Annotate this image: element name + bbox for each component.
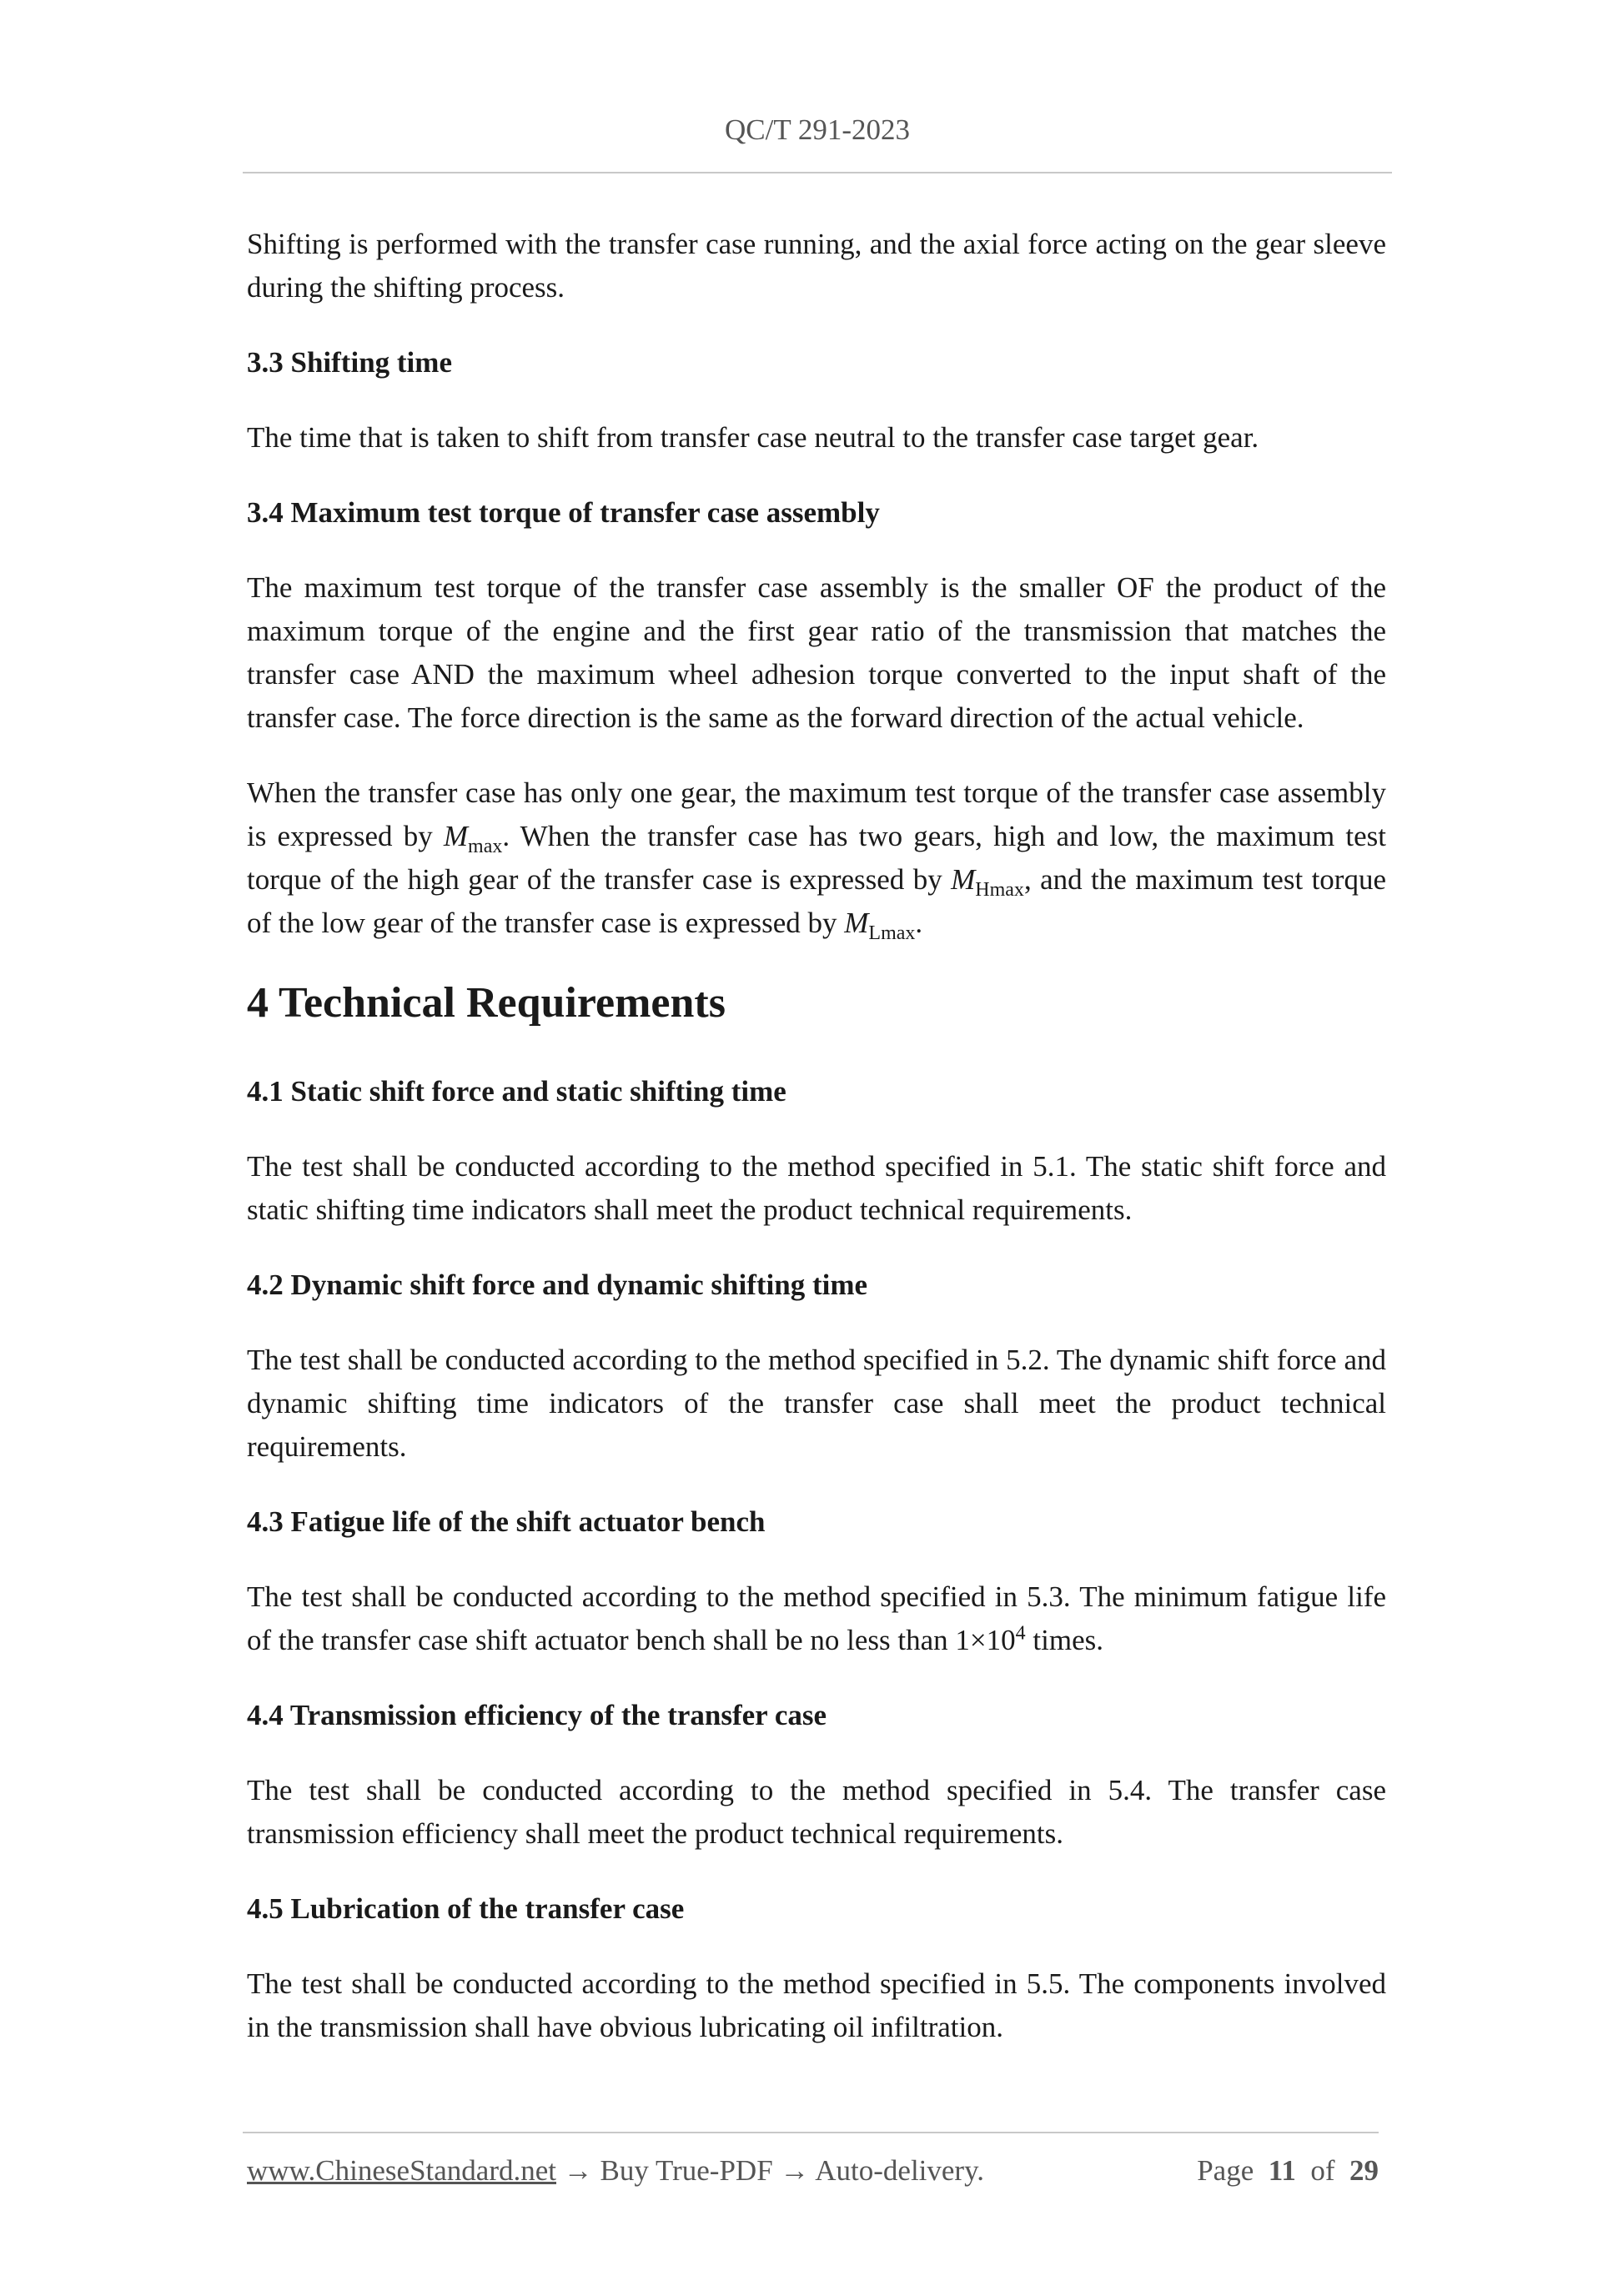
total-pages: 29 — [1349, 2154, 1379, 2187]
chinesestandard-link[interactable]: www.ChineseStandard.net — [247, 2154, 556, 2187]
arrow-right-icon: → — [772, 2154, 816, 2187]
paragraph-3-4-b: When the transfer case has only one gear, the maximum test torque of the transfer case assembly is expressed by $M_{max}$. When the transfer case has two gears, high and low, the maximum test torque of the high gear of the transfer case is expressed by $M_{Hmax}$, and the maximum test torque of the low gear of the transfer case is expressed by $M_{Lmax}$. — [247, 776, 1387, 944]
heading-4-4: 4.4 Transmission efficiency of the transfer case — [247, 1699, 827, 1731]
paragraph-4-1: The test shall be conducted according to the method specified in 5.1. The static shift force and static shifting time indicators shall meet the product technical requirements. — [247, 1150, 1386, 1226]
buy-true-pdf-text: Buy True-PDF — [600, 2154, 773, 2187]
page-header: QC/T 291-2023 — [725, 113, 910, 146]
heading-4-2: 4.2 Dynamic shift force and dynamic shifting time — [247, 1269, 868, 1301]
symbol-m-lmax: M — [844, 907, 869, 939]
symbol-m-max: M — [443, 820, 469, 852]
footer-divider — [243, 2132, 1379, 2133]
heading-4-1: 4.1 Static shift force and static shifting time — [247, 1075, 786, 1108]
heading-3-3: 3.3 Shifting time — [247, 346, 452, 379]
heading-4-5: 4.5 Lubrication of the transfer case — [247, 1892, 685, 1925]
page-footer — [247, 2154, 1379, 2188]
heading-4-3: 4.3 Fatigue life of the shift actuator bench — [247, 1505, 766, 1538]
heading-3-4: 3.4 Maximum test torque of transfer case assembly — [247, 496, 880, 529]
paragraph-3-3: The time that is taken to shift from transfer case neutral to the transfer case target gear. — [247, 421, 1259, 454]
paragraph-4-5: The test shall be conducted according to the method specified in 5.5. The components involved in the transmission shall have obvious lubricating oil infiltration. — [247, 1967, 1386, 2043]
symbol-m-hmax: M — [951, 863, 976, 896]
footer-links — [247, 2154, 984, 2188]
current-page: 11 — [1268, 2154, 1296, 2187]
paragraph-4-2: The test shall be conducted according to the method specified in 5.2. The dynamic shift force and dynamic shifting time indicators of the transfer case shall meet the product technical requirements. — [247, 1344, 1386, 1463]
auto-delivery-text: Auto-delivery. — [815, 2154, 985, 2187]
paragraph-4-4: The test shall be conducted according to the method specified in 5.4. The transfer case transmission efficiency shall meet the product technical requirements. — [247, 1774, 1386, 1850]
arrow-right-icon: → — [556, 2154, 600, 2187]
header-divider — [243, 172, 1392, 173]
paragraph-4-3: The test shall be conducted according to the method specified in 5.3. The minimum fatigue life of the transfer case shift actuator bench shall be no less than $1\times 10^4$ times. — [247, 1580, 1386, 1656]
paragraph-shift-force-continued: Shifting is performed with the transfer case running, and the axial force acting on the gear sleeve during the shifting process. — [247, 228, 1386, 304]
heading-4-technical-requirements: 4 Technical Requirements — [247, 979, 726, 1027]
page-number: Page 11 of 29 — [1197, 2154, 1379, 2187]
document-body — [247, 223, 1386, 2081]
paragraph-3-4-a: The maximum test torque of the transfer case assembly is the smaller OF the product of the maximum torque of the engine and the first gear ratio of the transmission that matches the transfer case AND the maximum wheel adhesion torque converted to the input shaft of the transfer case. The force direction is the same as the forward direction of the actual vehicle. — [247, 571, 1386, 734]
